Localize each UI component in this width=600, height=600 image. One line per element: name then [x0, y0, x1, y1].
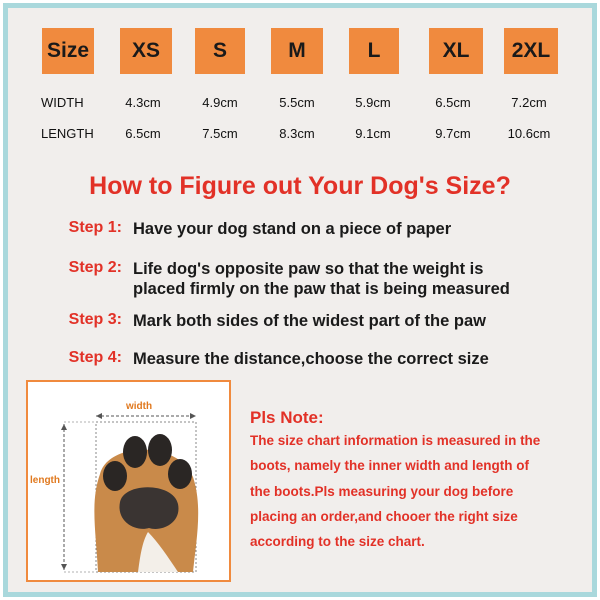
length-s: 7.5cm: [202, 126, 238, 141]
size-l: L: [349, 28, 399, 74]
note-line-2: boots, namely the inner width and length of: [250, 458, 530, 473]
length-xl: 9.7cm: [435, 126, 471, 141]
step-1-text: Have your dog stand on a piece of paper: [133, 220, 452, 238]
note-line-5: according to the size chart.: [250, 534, 425, 549]
step-2-text-line1: Life dog's opposite paw so that the weight is: [133, 260, 484, 278]
width-xs: 4.3cm: [125, 95, 161, 110]
length-label: length: [30, 475, 60, 486]
width-2xl: 7.2cm: [511, 95, 547, 110]
size-2xl: 2XL: [504, 28, 558, 74]
step-4-text: Measure the distance,choose the correct size: [133, 350, 489, 368]
step-1-label: Step 1:: [68, 219, 122, 236]
length-m: 8.3cm: [279, 126, 315, 141]
note-line-4: placing an order,and chooer the right size: [250, 509, 518, 524]
step-4-label: Step 4:: [68, 349, 122, 366]
length-xs: 6.5cm: [125, 126, 161, 141]
width-s: 4.9cm: [202, 95, 238, 110]
length-l: 9.1cm: [355, 126, 391, 141]
size-m: M: [271, 28, 323, 74]
size-xl: XL: [429, 28, 483, 74]
length-row-label: LENGTH: [41, 126, 94, 141]
note-line-1: The size chart information is measured in the: [250, 433, 541, 448]
step-2-label: Step 2:: [68, 259, 122, 276]
note-title: Pls Note:: [250, 408, 324, 427]
width-row-label: WIDTH: [41, 95, 84, 110]
size-s: S: [195, 28, 245, 74]
length-2xl: 10.6cm: [507, 126, 551, 141]
step-3-label: Step 3:: [68, 311, 122, 328]
width-l: 5.9cm: [355, 95, 391, 110]
size-xs: XS: [120, 28, 172, 74]
note-line-3: the boots.Pls measuring your dog before: [250, 484, 514, 499]
paw-diagram: [26, 380, 231, 582]
step-3-text: Mark both sides of the widest part of the paw: [133, 312, 486, 330]
size-header-label: Size: [42, 28, 94, 74]
headline: How to Figure out Your Dog's Size?: [89, 172, 511, 200]
width-m: 5.5cm: [279, 95, 315, 110]
step-2-text-line2: placed firmly on the paw that is being measured: [133, 280, 510, 298]
width-xl: 6.5cm: [435, 95, 471, 110]
width-label: width: [126, 401, 153, 412]
